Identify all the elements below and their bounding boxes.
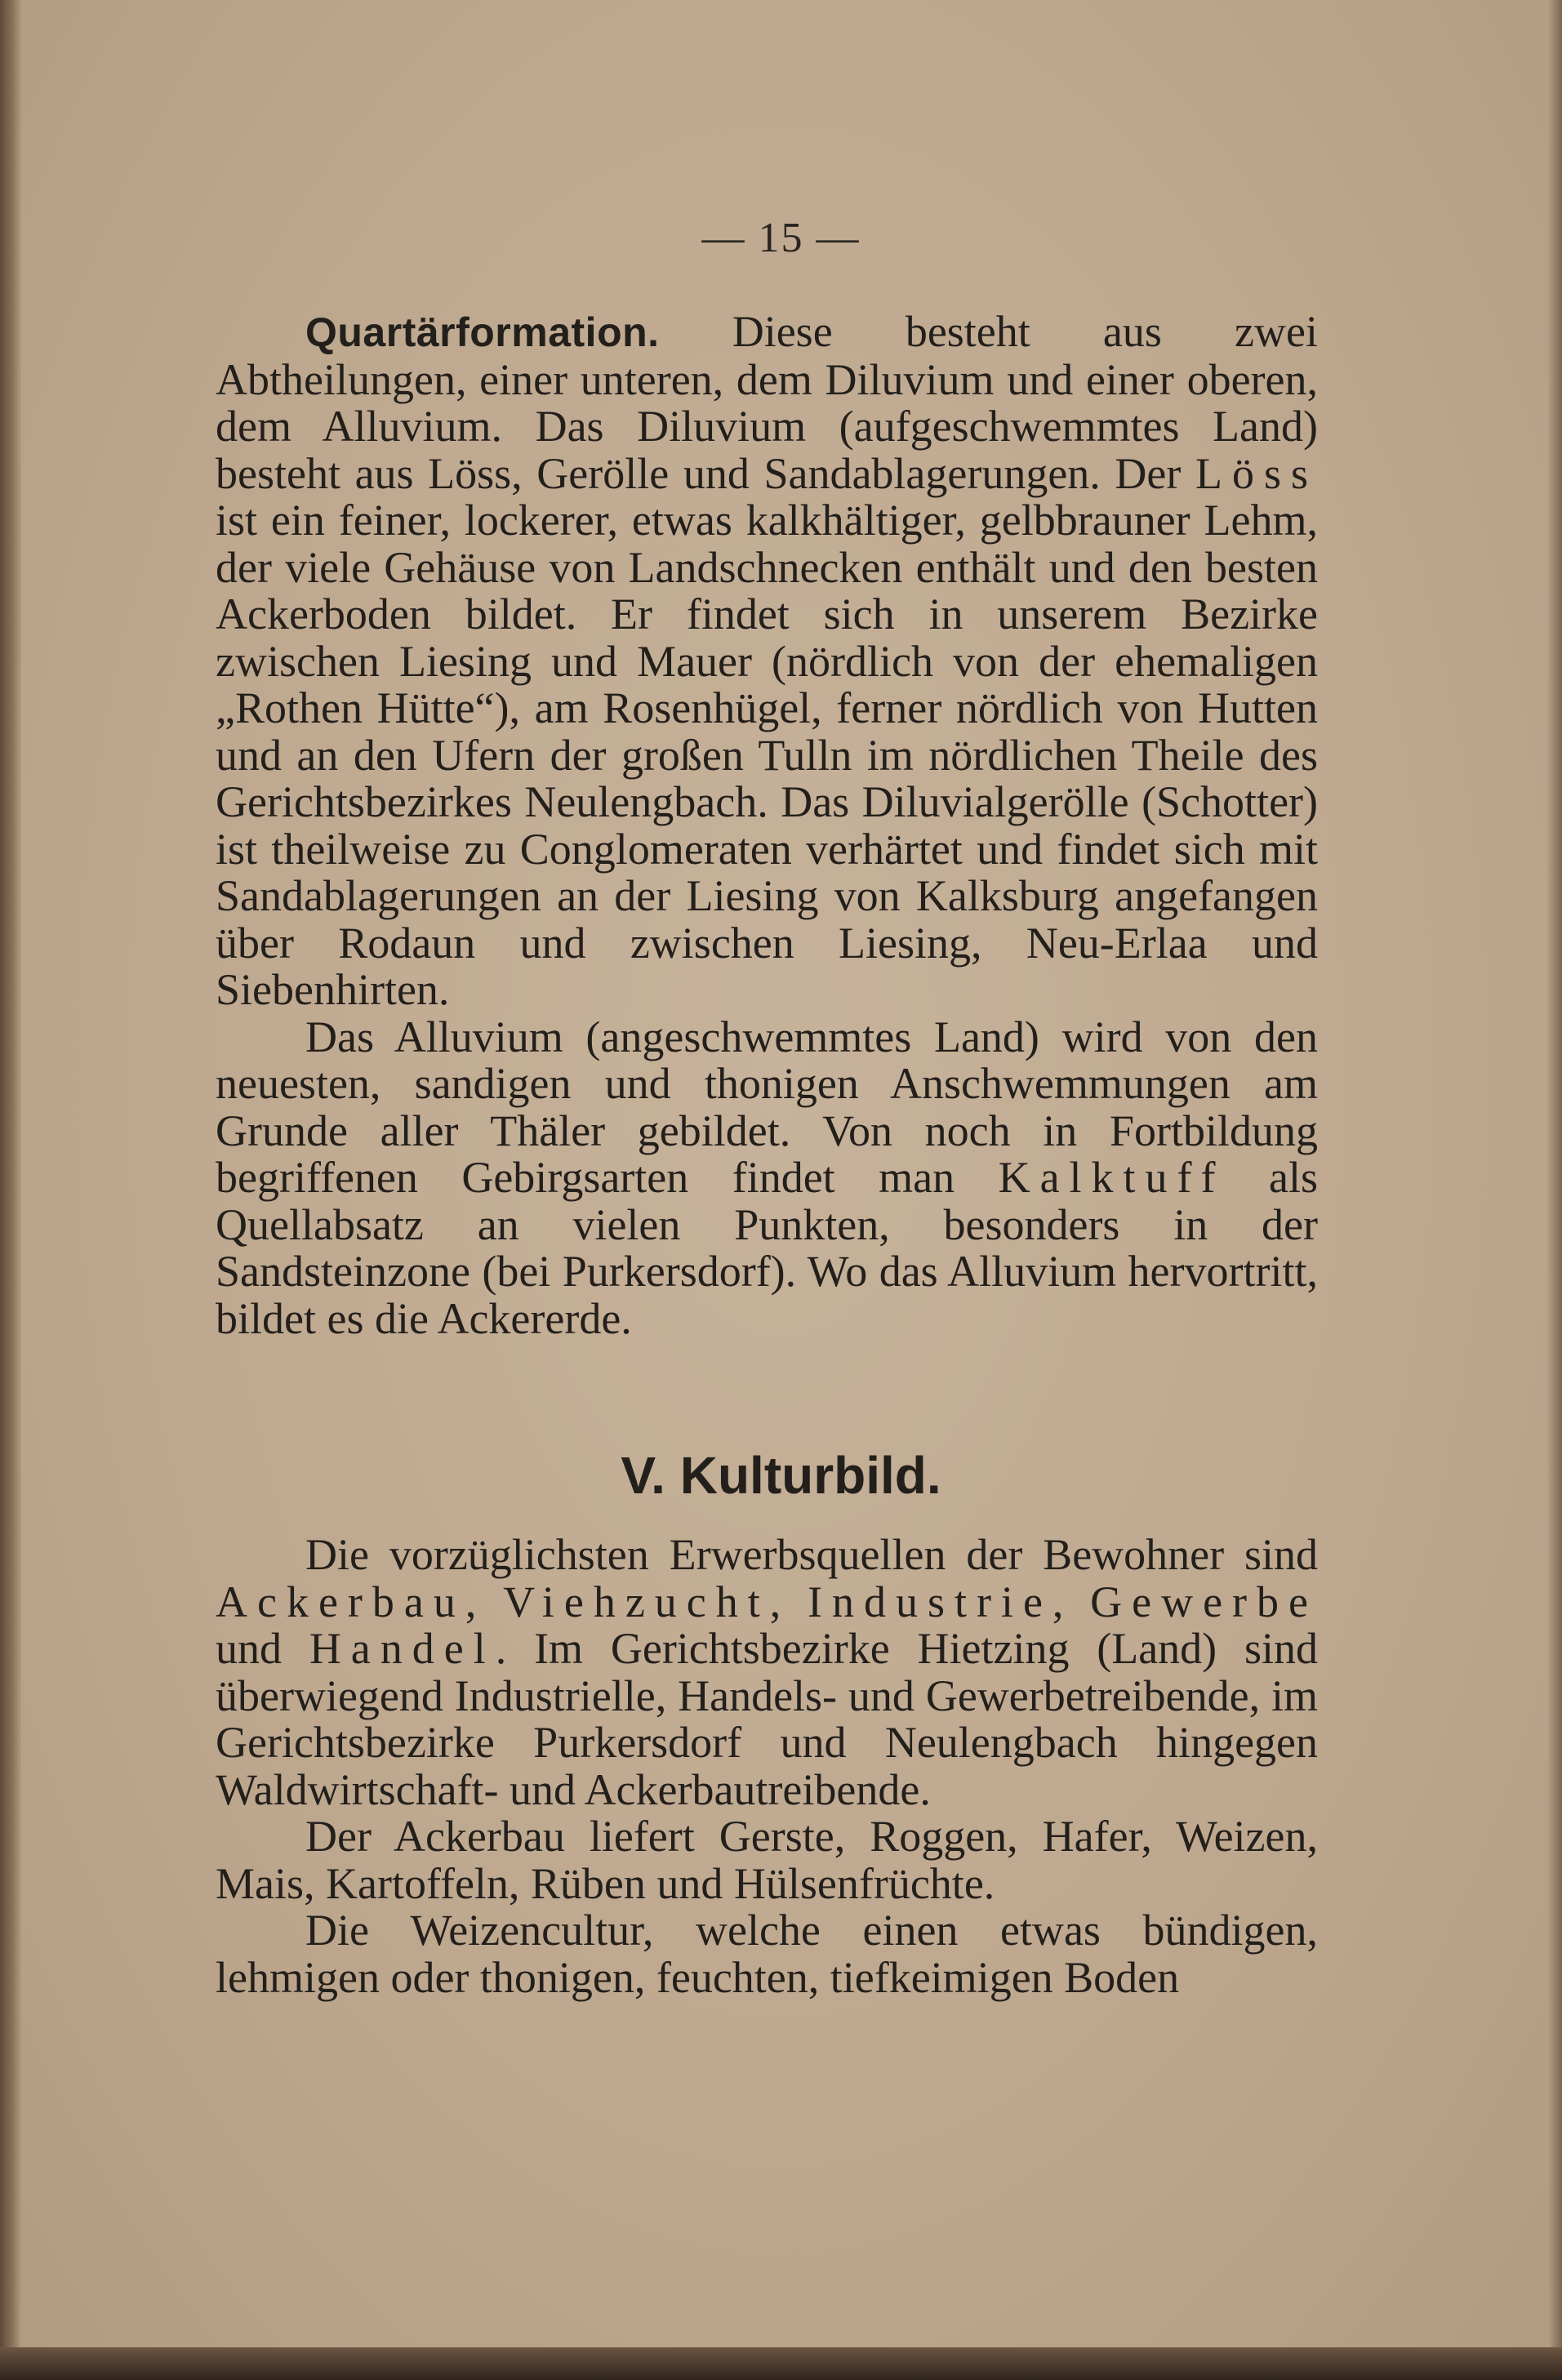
paragraph-text: als Quellabsatz an vielen Punkten, besonders in der Sandsteinzone (bei Purkersdorf). Wo das Alluvium hervortritt, bildet es die Ackererde.	[216, 1153, 1318, 1343]
emphasized-term-gewerbe: Gewerbe	[1090, 1577, 1319, 1626]
paragraph-erwerbsquellen	[216, 1532, 1318, 1813]
paragraph-quartaerformation	[216, 309, 1318, 1014]
paragraph-text: ,	[769, 1577, 808, 1626]
paragraph-text: und	[216, 1624, 309, 1673]
paragraph-text: Das Alluvium (angeschwemmtes Land) wird von den neuesten, sandigen und thonigen Anschwemmungen am Grunde aller Thäler gebildet. Von noch in Fortbildung begriffenen Gebirgsarten findet man	[216, 1012, 1318, 1202]
section-heading-kulturbild: V. Kulturbild.	[621, 1446, 941, 1505]
emphasized-term-handel: Handel	[309, 1624, 496, 1673]
paragraph-text: Die vorzüglichsten Erwerbsquellen der Bewohner sind	[305, 1530, 1318, 1579]
quartaer-section	[216, 309, 1318, 1342]
page-spine-shadow	[0, 0, 21, 2380]
page-edge-shadow	[1547, 0, 1562, 2380]
paragraph-text: ,	[465, 1577, 504, 1626]
emphasized-term-ackerbau: Ackerbau	[216, 1577, 465, 1626]
paragraph-text: Diese besteht aus zwei Abtheilungen, einer unteren, dem Diluvium und einer oberen, dem Alluvium. Das Diluvium (aufgeschwemmtes Land) besteht aus Löss, Gerölle und Sandablagerungen. Der	[216, 307, 1318, 498]
paragraph-text: . Im Gerichtsbezirke Hietzing (Land) sind überwiegend Industrielle, Handels- und Gewerbetreibende, im Gerichtsbezirke Purkersdorf und Neulengbach hingegen Waldwirtschaft- und Ackerbautreibende.	[216, 1624, 1318, 1814]
paragraph-text: ist ein feiner, lockerer, etwas kalkhältiger, gelbbrauner Lehm, der viele Gehäuse von Landschnecken enthält und den besten Ackerboden bildet. Er findet sich in unserem Bezirke zwischen Liesing und Mauer (nördlich von der ehemaligen „Rothen Hütte“), am Rosenhügel, ferner nördlich von Hutten und an den Ufern der großen Tulln im nördlichen Theile des Gerichtsbezirkes Neulengbach. Das Diluvialgerölle (Schotter) ist theilweise zu Conglomeraten verhärtet und findet sich mit Sandablagerungen an der Liesing von Kalksburg angefangen über Rodaun und zwischen Liesing, Neu-Erlaa und Siebenhirten.	[216, 496, 1318, 1014]
emphasized-term-kalktuff: Kalktuff	[998, 1153, 1226, 1202]
inline-heading-quartaerformation: Quartärformation.	[305, 309, 660, 355]
page-bottom-edge	[0, 2347, 1562, 2380]
paragraph-alluvium	[216, 1014, 1318, 1343]
kultur-section	[216, 1532, 1318, 2001]
page-number: — 15 —	[701, 215, 861, 261]
emphasized-term-industrie: Industrie	[807, 1577, 1052, 1626]
paragraph-text: ,	[1052, 1577, 1091, 1626]
emphasized-term-loess: Löss	[1195, 448, 1318, 498]
paragraph-weizencultur: Die Weizencultur, welche einen etwas bündigen, lehmigen oder thonigen, feuchten, tiefkeimigen Boden	[216, 1906, 1318, 2002]
emphasized-term-viehzucht: Viehzucht	[503, 1577, 770, 1626]
paragraph-ackerbau: Der Ackerbau liefert Gerste, Roggen, Hafer, Weizen, Mais, Kartoffeln, Rüben und Hülsenfrüchte.	[216, 1812, 1318, 1908]
